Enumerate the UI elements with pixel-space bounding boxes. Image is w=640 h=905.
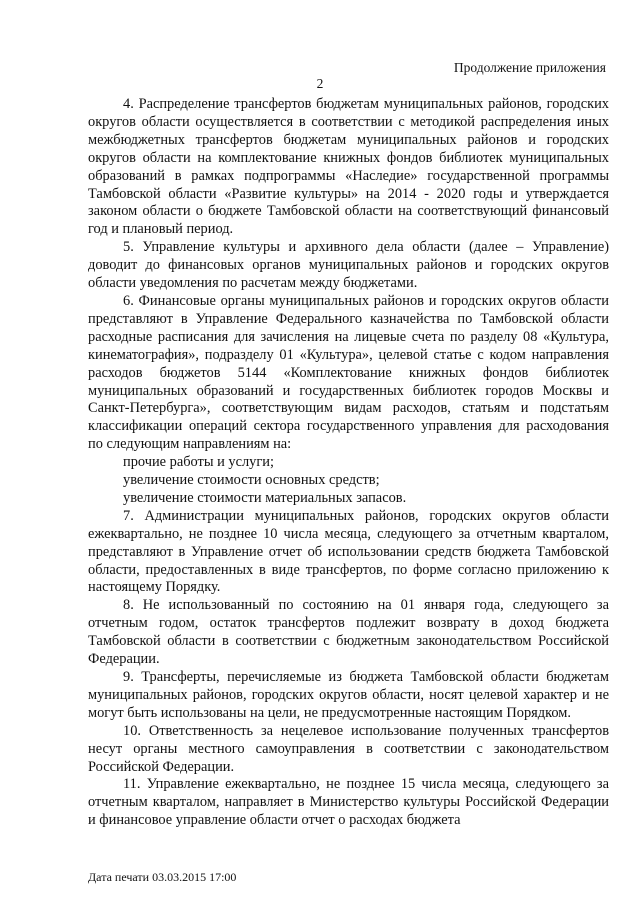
header-continuation-note: Продолжение приложения [453,60,606,75]
list-item-other-works: прочие работы и услуги; [123,454,274,471]
paragraph-6: 6. Финансовые органы муниципальных районов и городских округов области представляют в Управление Федерального казначейства по Тамбовской области расходные расписания для зачисления на лицевые счета по разделу 08 «Культура, кинематография», подразделу 01 «Культура», целевой статье с кодом направления расходов бюджетов 5144 «Комплектование книжных фондов библиотек муниципальных образований и государственных библиотек городов Москвы и Санкт-Петербурга», соответствующим видам расходов, статьям и подстатьям классификации операций сектора государственного управления для расходования по следующим направлениям на: [88,292,609,453]
page-number: 2 [316,76,324,91]
paragraph-8: 8. Не использованный по состоянию на 01 января года, следующего за отчетным годом, остаток трансфертов подлежит возврату в доход бюджета Тамбовской области в соответствии с бюджетным законодательством Российской Федерации. [88,597,609,668]
paragraph-4: 4. Распределение трансфертов бюджетам муниципальных районов, городских округов области осуществляется в соответствии с методикой распределения иных межбюджетных трансфертов бюджетам муниципальных районов и городских округов области на комплектование книжных фондов библиотек муниципальных образований в рамках подпрограммы «Наследие» государственной программы Тамбовской области «Развитие культуры» на 2014 - 2020 годы и утверждается законом области о бюджете Тамбовской области на соответствующий финансовый год и плановый период. [88,96,609,238]
print-date-footer: Дата печати 03.03.2015 17:00 [88,870,237,884]
list-item-fixed-assets: увеличение стоимости основных средств; [123,472,380,489]
paragraph-7: 7. Администрации муниципальных районов, городских округов области ежеквартально, не позднее 10 числа месяца, следующего за отчетным кварталом, представляют в Управление отчет об использовании средств бюджета Тамбовской области, предоставленных в виде трансфертов, по форме согласно приложению к настоящему Порядку. [88,507,609,596]
list-item-material-stocks: увеличение стоимости материальных запасов. [123,489,407,506]
paragraph-11: 11. Управление ежеквартально, не позднее 15 числа месяца, следующего за отчетным кварталом, направляет в Министерство культуры Российской Федерации и финансовое управление области отчет о расходах бюджета [88,776,609,829]
paragraph-10: 10. Ответственность за нецелевое использование полученных трансфертов несут органы местного самоуправления в соответствии с законодательством Российской Федерации. [88,722,609,775]
paragraph-5: 5. Управление культуры и архивного дела области (далее – Управление) доводит до финансовых органов муниципальных районов и городских округов области уведомления по расчетам между бюджетами. [88,239,609,292]
document-body [88,96,609,830]
paragraph-9: 9. Трансферты, перечисляемые из бюджета Тамбовской области бюджетам муниципальных районов, городских округов области, носят целевой характер и не могут быть использованы на цели, не предусмотренные настоящим Порядком. [88,669,609,721]
